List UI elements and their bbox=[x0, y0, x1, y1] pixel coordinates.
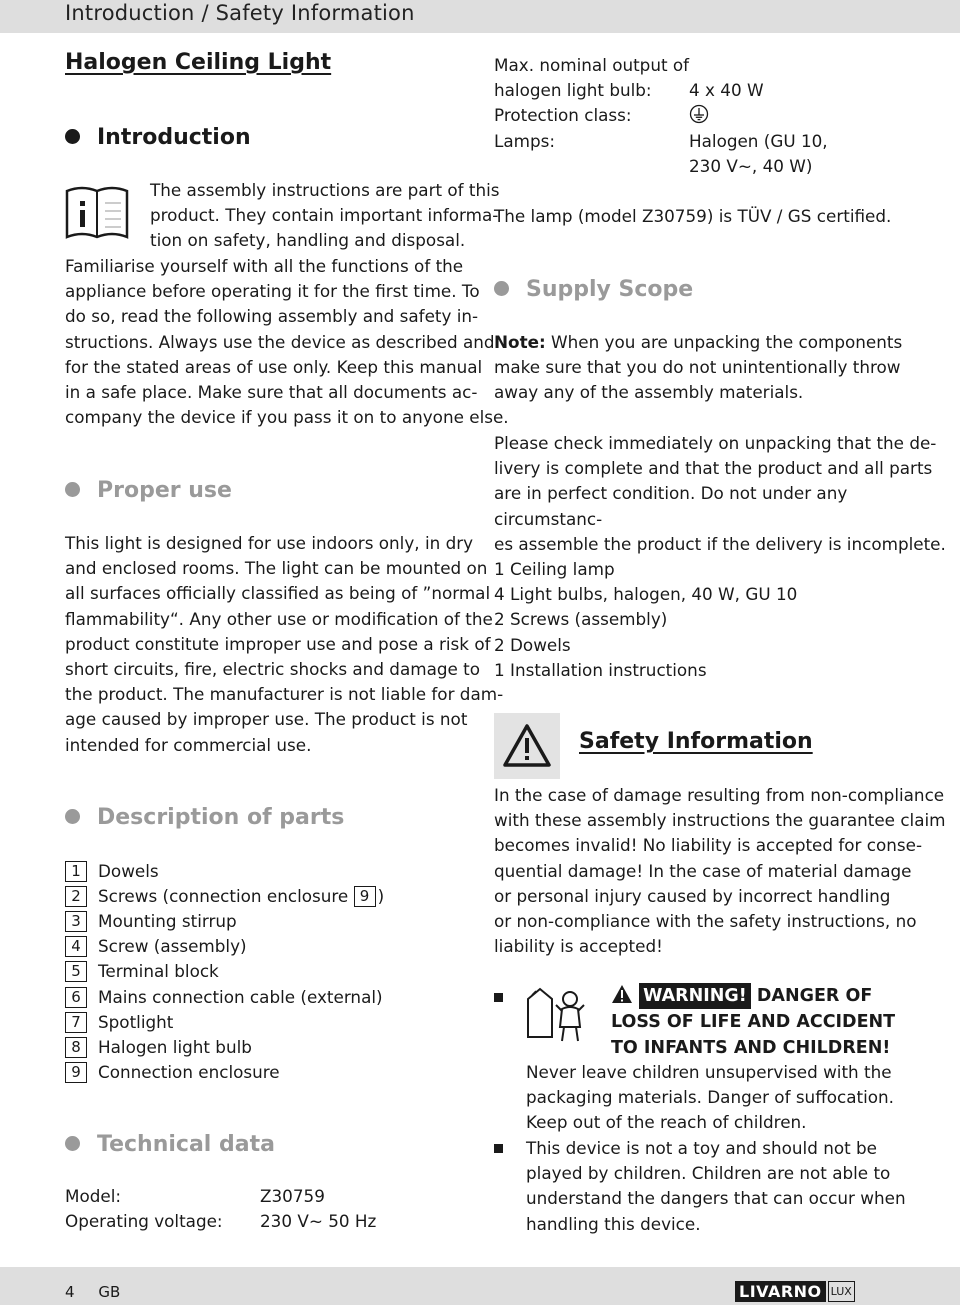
tech-row bbox=[65, 1211, 376, 1231]
supply-note bbox=[494, 330, 902, 406]
safety-heading: Safety Information bbox=[579, 729, 813, 754]
square-bullet-icon bbox=[494, 1144, 503, 1153]
certification-text: The lamp (model Z30759) is TÜV / GS certified. bbox=[494, 206, 892, 226]
part-number: 4 bbox=[65, 936, 87, 957]
text-line: are in perfect condition. Do not under any circumstanc- bbox=[494, 483, 848, 529]
text-line: The assembly instructions are part of this bbox=[150, 180, 500, 200]
tech-value: 230 V~ 50 Hz bbox=[260, 1211, 377, 1231]
proper-use-heading bbox=[65, 478, 232, 503]
part-label: Spotlight bbox=[98, 1012, 174, 1032]
safety-bullet-1-text bbox=[526, 1060, 894, 1136]
bullet-dot-icon bbox=[65, 129, 80, 144]
tech-heading bbox=[65, 1132, 275, 1157]
bullet-dot-icon bbox=[65, 809, 80, 824]
part-label: Mains connection cable (external) bbox=[98, 987, 383, 1007]
text-line: Keep out of the reach of children. bbox=[526, 1112, 807, 1133]
part-number: 7 bbox=[65, 1012, 87, 1033]
spec-row bbox=[494, 103, 709, 128]
part-item bbox=[65, 1010, 173, 1035]
tech-key: Operating voltage: bbox=[65, 1211, 223, 1231]
text-line: in a safe place. Make sure that all documents ac- bbox=[65, 382, 478, 403]
tech-value: Z30759 bbox=[260, 1186, 325, 1206]
part-label: Halogen light bulb bbox=[98, 1037, 252, 1057]
part-number: 8 bbox=[65, 1037, 87, 1058]
supply-check-text bbox=[494, 431, 960, 557]
text-line: In the case of damage resulting from non-compliance bbox=[494, 785, 945, 805]
text-line: livery is complete and that the product and all parts bbox=[494, 458, 933, 479]
text-line: or personal injury caused by incorrect handling bbox=[494, 885, 891, 906]
text-line: short circuits, fire, electric shocks and damage to bbox=[65, 659, 481, 680]
brand-name: LIVARNO bbox=[735, 1281, 826, 1302]
text-line: age caused by improper use. The product is not bbox=[65, 709, 468, 730]
part-label-suffix: ) bbox=[377, 886, 385, 906]
part-item bbox=[65, 959, 219, 984]
text-line: or non-compliance with the safety instructions, no bbox=[494, 911, 917, 932]
text-line: do so, read the following assembly and safety in- bbox=[65, 306, 479, 327]
supply-heading bbox=[494, 277, 693, 302]
spec-value-cont: 230 V~, 40 W) bbox=[689, 156, 813, 176]
part-item bbox=[65, 859, 159, 884]
main-title: Halogen Ceiling Light bbox=[65, 50, 332, 75]
supply-list bbox=[494, 557, 797, 683]
brand-suffix: LUX bbox=[828, 1281, 855, 1302]
proper-use-heading-text: Proper use bbox=[97, 478, 232, 503]
text-line: tion on safety, handling and disposal. bbox=[150, 230, 466, 251]
warning-triangle-icon bbox=[494, 713, 560, 779]
text-line: liability is accepted! bbox=[494, 936, 663, 957]
bullet-dot-icon bbox=[65, 1136, 80, 1151]
protective-earth-icon bbox=[689, 104, 709, 124]
text-line: structions. Always use the device as described and bbox=[65, 331, 495, 352]
part-item bbox=[65, 909, 237, 934]
brand-logo bbox=[735, 1281, 855, 1302]
text-line: understand the dangers that can occur when bbox=[526, 1188, 906, 1209]
intro-heading bbox=[65, 125, 251, 150]
supply-item: 4 Light bulbs, halogen, 40 W, GU 10 bbox=[494, 584, 798, 605]
text-line: becomes invalid! No liability is accepted for conse- bbox=[494, 835, 923, 856]
info-book-icon bbox=[65, 183, 129, 241]
text-line: Please check immediately on unpacking that the de- bbox=[494, 433, 937, 453]
language-code: GB bbox=[98, 1283, 121, 1301]
safety-text bbox=[494, 783, 946, 959]
text-line: Never leave children unsupervised with the bbox=[526, 1062, 892, 1082]
supply-heading-text: Supply Scope bbox=[526, 277, 694, 302]
text-line: This device is not a toy and should not be bbox=[526, 1138, 877, 1158]
part-number: 5 bbox=[65, 961, 87, 982]
spec-value: Halogen (GU 10, bbox=[689, 131, 828, 151]
spec-line: Max. nominal output of bbox=[494, 55, 690, 75]
part-number: 6 bbox=[65, 987, 87, 1008]
header-bar bbox=[0, 0, 960, 33]
tech-row bbox=[65, 1186, 325, 1206]
part-item bbox=[65, 934, 247, 959]
warning-block bbox=[611, 983, 895, 1061]
part-number: 9 bbox=[65, 1062, 87, 1083]
text-line: and enclosed rooms. The light can be mounted on bbox=[65, 558, 488, 579]
warning-title-line: LOSS OF LIFE AND ACCIDENT bbox=[611, 1012, 896, 1032]
intro-text-indented bbox=[150, 178, 500, 254]
text-line: played by children. Children are not able to bbox=[526, 1163, 891, 1184]
square-bullet-icon bbox=[494, 993, 503, 1002]
part-label: Mounting stirrup bbox=[98, 911, 237, 931]
part-number: 1 bbox=[65, 861, 87, 882]
part-item bbox=[65, 1035, 252, 1060]
text-line: This light is designed for use indoors only, in dry bbox=[65, 533, 474, 553]
text-line: product constitute improper use and pose a risk of bbox=[65, 633, 491, 654]
supply-item: 1 Ceiling lamp bbox=[494, 559, 615, 579]
part-item bbox=[65, 985, 383, 1010]
bullet-dot-icon bbox=[494, 281, 509, 296]
text-line: When you are unpacking the components bbox=[545, 332, 903, 352]
text-line: away any of the assembly materials. bbox=[494, 382, 804, 403]
parts-heading-text: Description of parts bbox=[97, 805, 345, 830]
text-line: quential damage! In the case of material damage bbox=[494, 860, 912, 881]
note-label: Note: bbox=[494, 332, 546, 352]
header-title: Introduction / Safety Information bbox=[65, 1, 415, 25]
warning-small-icon bbox=[611, 984, 633, 1004]
supply-item: 2 Screws (assembly) bbox=[494, 609, 668, 630]
text-line: for the stated areas of use only. Keep this manual bbox=[65, 356, 483, 377]
part-number: 3 bbox=[65, 911, 87, 932]
text-line: handling this device. bbox=[526, 1213, 701, 1234]
tech-heading-text: Technical data bbox=[97, 1132, 275, 1157]
spec-row bbox=[494, 129, 828, 154]
supply-item: 2 Dowels bbox=[494, 634, 571, 655]
text-line: intended for commercial use. bbox=[65, 734, 312, 755]
part-ref-number: 9 bbox=[354, 886, 376, 907]
part-label: Connection enclosure bbox=[98, 1062, 280, 1082]
text-line: make sure that you do not unintentionally throw bbox=[494, 357, 901, 378]
spec-value: 4 x 40 W bbox=[689, 80, 764, 100]
page-number-value: 4 bbox=[65, 1283, 75, 1301]
text-line: appliance before operating it for the first time. To bbox=[65, 281, 480, 302]
text-line: company the device if you pass it on to anyone else. bbox=[65, 407, 509, 428]
parts-heading bbox=[65, 805, 344, 830]
child-plastic-bag-icon bbox=[522, 985, 598, 1045]
spec-key: Lamps: bbox=[494, 131, 556, 151]
text-line: the product. The manufacturer is not liable for dam- bbox=[65, 684, 504, 705]
part-item bbox=[65, 1060, 280, 1085]
proper-use-text bbox=[65, 531, 503, 758]
spec-key: Protection class: bbox=[494, 105, 632, 125]
part-number: 2 bbox=[65, 886, 87, 907]
warning-title-line: TO INFANTS AND CHILDREN! bbox=[611, 1038, 891, 1058]
intro-heading-text: Introduction bbox=[97, 125, 251, 150]
text-line: all surfaces officially classified as being of ”normal bbox=[65, 583, 491, 604]
safety-bullet-2-text bbox=[526, 1136, 906, 1237]
part-label: Dowels bbox=[98, 861, 159, 881]
spec-row bbox=[494, 78, 764, 103]
supply-item: 1 Installation instructions bbox=[494, 659, 707, 680]
warning-badge: WARNING! bbox=[639, 983, 751, 1009]
spec-key: halogen light bulb: bbox=[494, 80, 652, 100]
part-label: Terminal block bbox=[98, 961, 219, 981]
part-label: Screws (connection enclosure bbox=[98, 886, 349, 906]
text-line: Familiarise yourself with all the functions of the bbox=[65, 256, 464, 276]
text-line: es assemble the product if the delivery is incomplete. bbox=[494, 533, 946, 554]
page-number bbox=[65, 1283, 120, 1301]
intro-text bbox=[65, 254, 509, 430]
part-item bbox=[65, 884, 384, 909]
warning-title-line: DANGER OF bbox=[750, 986, 873, 1006]
text-line: packaging materials. Danger of suffocation. bbox=[526, 1087, 895, 1108]
warning-triangle-box bbox=[494, 713, 560, 779]
text-line: with these assembly instructions the guarantee claim bbox=[494, 810, 946, 831]
part-label: Screw (assembly) bbox=[98, 936, 247, 956]
text-line: product. They contain important informa- bbox=[150, 205, 499, 226]
bullet-dot-icon bbox=[65, 482, 80, 497]
text-line: flammability“. Any other use or modification of the bbox=[65, 608, 493, 629]
tech-key: Model: bbox=[65, 1186, 122, 1206]
